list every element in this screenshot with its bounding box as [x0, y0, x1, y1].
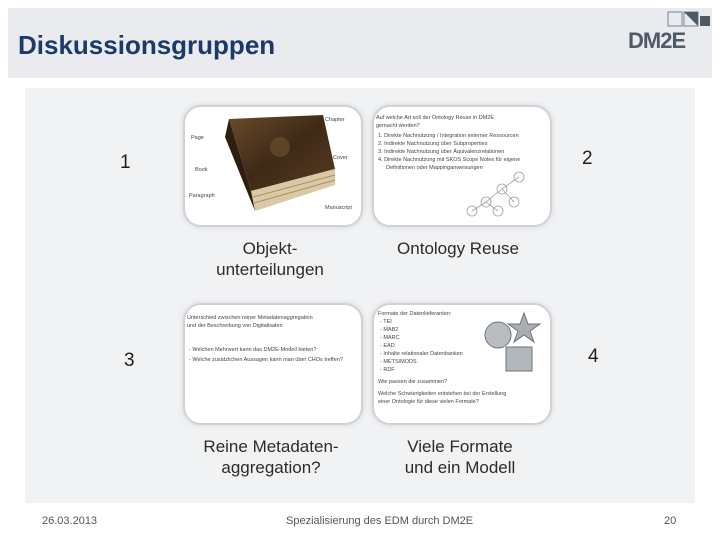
- footer-date: 26.03.2013: [42, 515, 98, 527]
- card4-line-2: - MAB2: [380, 327, 399, 333]
- label-cover: Cover: [333, 155, 348, 161]
- caption-group-4: [372, 436, 548, 478]
- card4-line-4: - EAD: [380, 343, 395, 349]
- caption-group-3-line1: Reine Metadaten-: [203, 437, 339, 456]
- card2-line-1: gemacht werden?: [376, 123, 420, 129]
- card3-line-0: Unterschied zwischen reiner Metadatenaggregation: [187, 315, 313, 321]
- card4-line-8: Wie passen die zusammen?: [378, 379, 448, 385]
- caption-group-1-line1: Objekt-: [242, 239, 298, 258]
- label-page: Page: [191, 135, 204, 141]
- card-viele-formate: [372, 303, 552, 425]
- card4-line-7: - RDF: [380, 367, 395, 373]
- card4-line-6: - METS/MODS: [380, 359, 417, 365]
- group-number-3: 3: [124, 350, 135, 371]
- card4-line-5: - Inhalte relationaler Datenbanken: [380, 351, 463, 357]
- label-paragraph: Paragraph: [189, 193, 215, 199]
- card2-line-2: 1. Direkte Nachnutzung / Integration externer Ressourcen: [378, 133, 519, 139]
- caption-group-1: [190, 238, 350, 280]
- shapes-illustration-icon: [374, 305, 550, 423]
- logo-text: DM2E: [628, 28, 686, 53]
- card4-line-9: Welche Schwierigkeiten entstehen bei der Erstellung: [378, 391, 507, 397]
- card-ontology-reuse: [372, 105, 552, 227]
- card4-line-3: - MARC: [380, 335, 400, 341]
- graph-diagram-icon: [374, 107, 550, 225]
- card2-line-0: Auf welche Art soll der Ontology Reuse in DM2E: [376, 115, 495, 121]
- slide-header: [8, 8, 712, 78]
- card3-line-1: und der Beschreibung von Digitalisaten: [187, 323, 283, 329]
- caption-group-1-line2: unterteilungen: [216, 260, 324, 279]
- card2-line-6: Definitionen oder Mappinganweisungen: [386, 165, 483, 171]
- group-number-1: 1: [120, 152, 131, 173]
- group-number-2: 2: [582, 148, 593, 169]
- card2-line-3: 2. Indirekte Nachnutzung über Subproperties: [378, 141, 488, 147]
- caption-group-3-line2: aggregation?: [221, 458, 321, 477]
- group-number-4: 4: [588, 346, 599, 367]
- caption-group-4-line1: Viele Formate: [407, 437, 513, 456]
- card4-line-0: Formate der Datenlieferanten:: [378, 311, 452, 317]
- caption-group-2: [375, 238, 541, 259]
- caption-group-4-line2: und ein Modell: [404, 458, 516, 477]
- card-metadatenaggregation: [183, 303, 363, 425]
- card4-line-1: - TEI: [380, 319, 392, 325]
- slide-title: Diskussionsgruppen: [18, 30, 276, 60]
- label-book: Book: [195, 167, 208, 173]
- caption-group-2-line1: Ontology Reuse: [397, 239, 519, 258]
- footer-title: Spezialisierung des EDM durch DM2E: [286, 515, 474, 527]
- footer-page-number: 20: [664, 515, 677, 527]
- card-objektunterteilungen: [183, 105, 363, 227]
- card2-line-4: 3. Indirekte Nachnutzung über Äquivalenzrelationen: [378, 149, 505, 155]
- label-chapter: Chapter: [325, 117, 345, 123]
- card4-line-10: einer Ontologie für diese vielen Formate?: [378, 399, 479, 405]
- card3-line-2: - Welchen Mehrwert kann das DM2E-Modell bieten?: [189, 347, 317, 353]
- dm2e-logo: [628, 10, 716, 54]
- card3-line-3: - Welche zusätzlichen Aussagen kann man über CHOs treffen?: [189, 357, 343, 363]
- card2-line-5: 4. Direkte Nachnutzung mit SKOS Scope Notes für eigene: [378, 157, 521, 163]
- caption-group-3: [183, 436, 359, 478]
- label-manuscript: Manuscript: [325, 205, 352, 211]
